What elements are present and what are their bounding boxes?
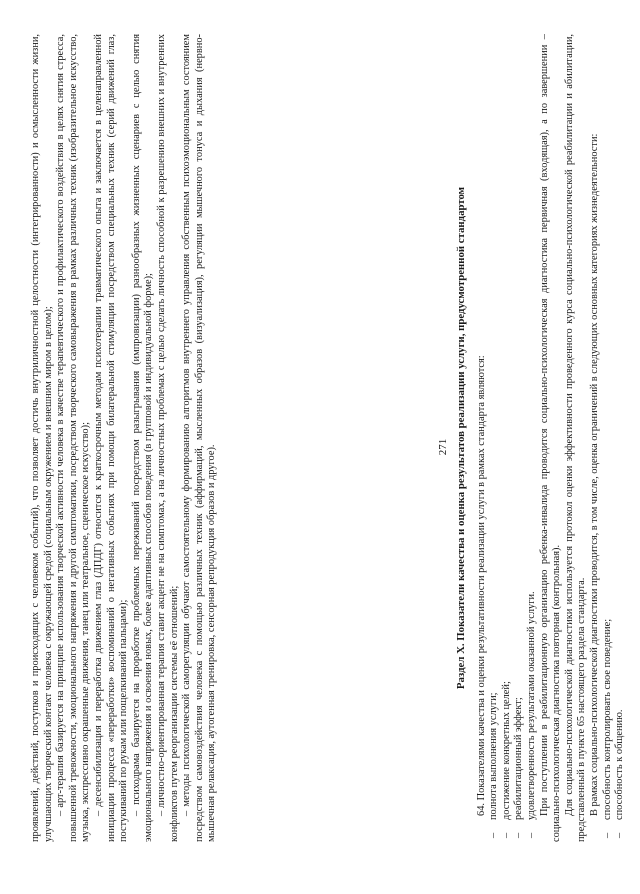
categories-list xyxy=(602,34,627,842)
paragraph-diagnostics: При поступлении в реабилитационную организацию ребенка-инвалида проводится социально-психологическая диагностика первичная (входящая), а по завершении – социально-психологическая диагностика повторная (контрольная). xyxy=(538,34,563,842)
clause-64-list xyxy=(488,34,538,842)
paragraph-emdr: – десенсибилизация и переработка движением глаз (ДПДГ) относится к краткосрочным методам психотерапии травматического опыта и заключается в целенаправленной инициации процесса «переработки» воспоминаний о негативных событиях при помощи билатеральной стимуляции посредством специальных техник (серий движений глаз, постукиваний по рукам или пощелкиваний пальцами); xyxy=(92,34,130,842)
paragraph-self-regulation: – методы психологической саморегуляции обучают самостоятельному формированию алгоритмов внутреннего управления собственным психоэмоциональным состоянием посредством самовоздействия человека с помощью различных техник (аффирмаций, мысленных образов (визуализация), регуляции мышечного тонуса и дыхания (нервно-мышечная релаксация, аутогенная тренировка, сенсорная репродукция образов и другое). xyxy=(181,34,218,842)
clause-64: 64. Показателями качества и оценки результативности реализации услуги в рамках стандарта являются: xyxy=(475,355,487,816)
list-item: – способность контролировать свое поведение; xyxy=(601,618,613,838)
section-title: Раздел X. Показатели качества и оценка результатов реализации услуги, предусмотренной стандартом xyxy=(455,186,467,690)
paragraph-person-centered: – личностно-ориентированная терапия ставит акцент не на симптомах, а на личностных проблемах с целью сделать личность способной к разрешению внешних и внутренних конфликтов путем реорганизации системы её отношений; xyxy=(155,34,180,842)
list-item: – достижение конкретных целей; xyxy=(500,681,512,838)
paragraph-psychodrama: – психодрама базируется на проработке проблемных переживаний посредством разыгрывания (импровизации) разнообразных жизненных сценариев с целью снятия эмоционального напряжения и освоения новых, более адаптивных способов поведения (в групповой и индивидуальной форме); xyxy=(130,34,155,842)
paragraph-1: проявлений, действий, поступков и происходящих с человеком событий), что позволяет достичь внутриличностной целостности (интегрированности) и осмысленности жизни, улучшающих творческий контакт человека с окружающей средой (социальным окружением и внешним миром в целом); xyxy=(30,34,54,842)
bottom-text-block xyxy=(443,34,627,842)
page-number: 271 xyxy=(437,438,449,456)
list-item: – реабилитационный эффект; xyxy=(513,697,525,838)
list-item: – способность к общению. xyxy=(614,709,626,838)
paragraph-art-therapy: – арт-терапия базируется на принципе использования творческой активности человека в качестве терапевтического и профилактического воздействия в целях снятия стресса, повышенной тревожности, эмоционального напряжения и другой симптоматики, посредством творческого самовыражения в рамках различных техник (изобразительное искусство, музыка, экспрессивно окрашенные движения, танец или театральное, сценическое искусство); xyxy=(55,34,92,842)
paragraph-categories: В рамках социально-психологической диагностики проводится, в том числе, оценка ограничений в следующих основных категориях жизнедеятельности: xyxy=(588,133,600,816)
list-item: – удовлетворенность результатами оказанной услуги. xyxy=(525,591,537,838)
top-text-block xyxy=(30,34,219,842)
paragraph-protocol: Для социально-психологической диагностики используется протокол оценки эффективности проведенного курса социально-психологической реабилитации и абилитации, представленный в пункте 65 настоящего раздела стандарта. xyxy=(563,34,588,842)
list-item: – полнота выполнения услуги; xyxy=(488,692,500,838)
